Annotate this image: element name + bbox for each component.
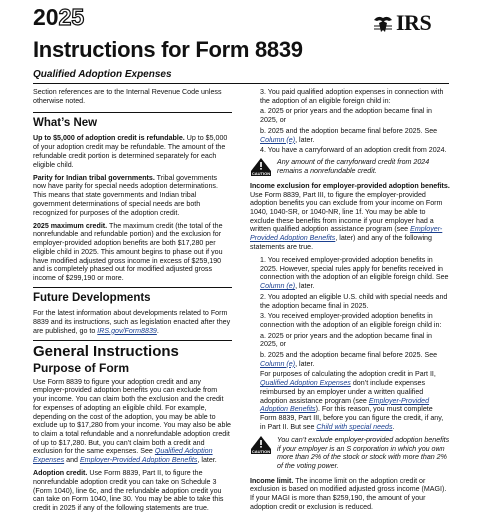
employer-provided-benefits-link-2[interactable]: Employer-Provided Adoption Benefits <box>250 225 443 243</box>
income-exclusion-text: Income exclusion for employer-provided adoption benefits. Use Form 8839, Part III, to figure the employer-provided adoption benefits you can exclude from your income on Form 1040, 1040-SR, or 1040-NR, line 1f. You may be able to exclude these benefits from income if your employer had a written qualified adoption assistance program (see Employer-Provided Adoption Benefits, later) and any of the following statements are true. <box>250 181 450 251</box>
caution-note-2: CAUTION You can’t exclude employer-provided adoption benefits if your employer is an S corporation in which you own more than 2% of the stock or stock with more than 2% of the voting power. <box>251 435 450 471</box>
exclusion-item-1: 1. You received employer-provided adoption benefits in 2025. However, special rules apply for benefits received in connection with the adoption of an eligible foreign child. See Column (e), later. <box>260 256 449 291</box>
employer-provided-benefits-link-3[interactable]: Employer-Provided Adoption Benefits <box>260 396 430 414</box>
caution-icon: CAUTION <box>250 158 272 176</box>
header-rule <box>33 83 449 84</box>
future-developments-text: For the latest information about developments related to Form 8839 and its instructions, such as legislation enacted after they are published, go to IRS.gov/Form8839. <box>33 309 231 335</box>
document-subtitle: Qualified Adoption Expenses <box>33 69 172 80</box>
tax-year: 2025 <box>33 4 85 30</box>
list-item-3a: a. 2025 or prior years and the adoption became final in 2025, or <box>260 107 432 125</box>
purpose-of-form-heading: Purpose of Form <box>33 360 130 375</box>
column-e-link[interactable]: Column (e) <box>260 135 296 144</box>
left-column <box>33 88 232 517</box>
caution-icon: CAUTION <box>250 436 272 454</box>
qualified-adoption-expenses-link-2[interactable]: Qualified Adoption Expenses <box>260 379 351 388</box>
exclusion-item-3: 3. You received employer-provided adoption benefits in connection with the adoption of an eligible foreign child in: <box>260 312 442 329</box>
whats-new-para-2: Parity for Indian tribal governments. Tribal governments now have parity for special needs adoption determinations. This means that state governments and Indian tribal government determinations of special needs are both recognized for purposes of the adoption credit. <box>33 173 218 217</box>
form8839-link[interactable]: IRS.gov/Form8839 <box>97 326 157 335</box>
exclusion-item-3a: a. 2025 or prior years and the adoption became final in 2025, or <box>260 331 432 349</box>
whats-new-para-3: 2025 maximum credit. The maximum credit (the total of the nonrefundable and refundable portion) and the exclusion for employer-provided adoption benefits are both $17,280 per eligible child in 2025. This amount begins to phase out if you have modified adjusted gross income in excess of $259,190 and is completely phased out for modified adjusted gross income of $299,190 or more. <box>33 221 223 282</box>
purposes-text: For purposes of calculating the adoption credit in Part II, Qualified Adoption Expenses don’t include expenses reimbursed by an employer under a written qualified adoption assistance program (see Employer-Provided Adoption Benefits). For this reason, you must complete Form 8839, Part III, before you can figure the credit, if any, in Part II. But see Child with special needs. <box>260 370 444 431</box>
adoption-credit-text: Adoption credit. Use Form 8839, Part II, to figure the nonrefundable adoption credit you can take on Schedule 3 (Form 1040), line 6c, and the refundable adoption credit you can take on Form 1040, line 30. You may be able to take this credit in 2025 if any of the following statements are true. <box>33 469 224 513</box>
qualified-adoption-expenses-link[interactable]: Qualified Adoption Expenses <box>33 447 213 465</box>
right-column <box>250 88 450 516</box>
future-developments-heading: Future Developments <box>33 287 232 304</box>
irs-logo-text: IRS <box>396 10 432 35</box>
child-special-needs-link[interactable]: Child with special needs <box>316 422 393 431</box>
whats-new-para-1: Up to $5,000 of adoption credit is refundable. Up to $5,000 of your adoption credit may be refundable. The amount of the refundable credit portion is determined separately for each eligible child. <box>33 134 228 169</box>
column-e-link-3[interactable]: Column (e) <box>260 359 296 368</box>
list-item-3: 3. You paid qualified adoption expenses in connection with the adoption of an eligible foreign child in: <box>260 88 444 105</box>
employer-provided-benefits-link[interactable]: Employer-Provided Adoption Benefits <box>79 456 198 465</box>
list-item-4: 4. You have a carryforward of an adoption credit from 2024. <box>260 146 447 155</box>
caution-note-1: CAUTION Any amount of the carryforward credit from 2024 remains a nonrefundable credit. <box>251 157 430 176</box>
intro-text: Section references are to the Internal Revenue Code unless otherwise noted. <box>33 88 222 105</box>
exclusion-item-3b: b. 2025 and the adoption became final before 2025. See Column (e), later. <box>260 351 438 368</box>
general-instructions-heading: General Instructions <box>33 340 232 360</box>
document-title: Instructions for Form 8839 <box>33 37 303 62</box>
purpose-text: Use Form 8839 to figure your adoption credit and any employer-provided adoption benefits you can exclude from your income. You can claim both the exclusion and the credit for expenses of adopting an eligible child. For example, depending on the cost of the adoption, you may be able to exclude up to $17,280 from your income. You may also be able to claim a total refundable and a nonrefundable adoption credit of up to $17,280. But, you can’t claim both a credit and exclusion for the same expenses. See Qualified Adoption Expenses and Employer-Provided Adoption Benefits, later. <box>33 377 231 465</box>
irs-logo <box>372 10 452 36</box>
exclusion-item-2: 2. You adopted an eligible U.S. child with special needs and the adoption became final in 2025. <box>260 292 448 310</box>
list-item-3b: b. 2025 and the adoption became final before 2025. See Column (e), later. <box>260 126 438 144</box>
income-limit-text: Income limit. The income limit on the adoption credit or exclusion is based on modified adjusted gross income (MAGI). If your MAGI is more than $259,190, the amount of your adoption credit or exclusion is reduced. <box>250 476 447 511</box>
whats-new-heading: What’s New <box>33 112 232 129</box>
column-e-link-2[interactable]: Column (e) <box>260 282 296 291</box>
irs-eagle-icon <box>372 12 394 34</box>
